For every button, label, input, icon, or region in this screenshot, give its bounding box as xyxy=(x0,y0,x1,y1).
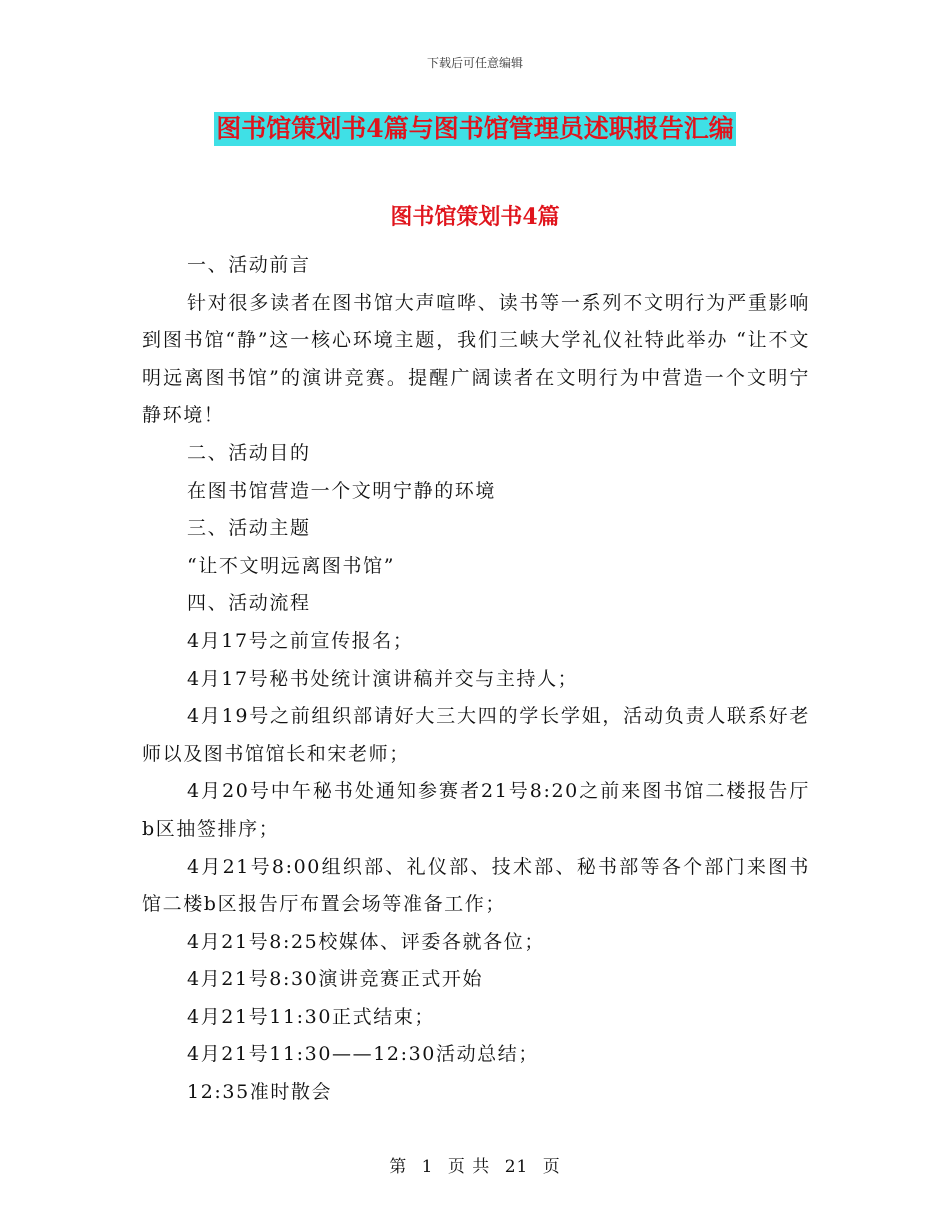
process-item: 4月20号中午秘书处通知参赛者21号8:20之前来图书馆二楼报告厅b区抽签排序； xyxy=(142,780,810,840)
paragraph-purpose-text: 在图书馆营造一个文明宁静的环境 xyxy=(187,479,497,502)
paragraph-preface-text: 针对很多读者在图书馆大声喧哗、读书等一系列不文明行为严重影响到图书馆“静”这一核心环境主题，我们三峡大学礼仪社特此举办 “让不文明远离图书馆”的演讲竞赛。提醒广阔读者在文明行为中营造一个文明宁静环境！ xyxy=(142,291,810,427)
process-item: 4月21号11:30——12:30活动总结； xyxy=(187,1043,539,1066)
process-item: 4月21号8:25校媒体、评委各就各位； xyxy=(187,930,545,953)
document-title-container xyxy=(0,112,950,146)
process-item: 4月17号之前宣传报名； xyxy=(187,629,414,652)
footer-current-page: 1 xyxy=(421,1157,434,1177)
process-item: 4月21号11:30正式结束； xyxy=(187,1005,436,1028)
header-note: 下载后可任意编辑 xyxy=(426,56,523,70)
process-item: 4月21号8:30演讲竞赛正式开始 xyxy=(187,968,484,991)
document-title: 图书馆策划书4篇与图书馆管理员述职报告汇编 xyxy=(214,112,735,146)
page-footer xyxy=(0,1152,950,1177)
paragraph-theme-text: “让不文明远离图书馆” xyxy=(187,554,396,577)
footer-total-pages: 21 xyxy=(504,1157,529,1177)
section-title: 图书馆策划书4篇 xyxy=(390,204,560,230)
process-item: 12:35准时散会 xyxy=(187,1081,333,1104)
process-item: 4月17号秘书处统计演讲稿并交与主持人； xyxy=(187,667,579,690)
footer-middle: 页 共 xyxy=(447,1157,491,1177)
document-body xyxy=(142,247,810,1112)
process-item: 4月21号8:00组织部、礼仪部、技术部、秘书部等各个部门来图书馆二楼b区报告厅布置会场等准备工作； xyxy=(142,855,810,916)
footer-prefix: 第 xyxy=(389,1157,408,1177)
footer-suffix: 页 xyxy=(542,1157,561,1177)
heading-activity-purpose: 二、活动目的 xyxy=(187,441,311,464)
heading-activity-process: 四、活动流程 xyxy=(187,592,311,615)
process-item: 4月19号之前组织部请好大三大四的学长学姐，活动负责人联系好老师以及图书馆馆长和宋老师； xyxy=(142,705,810,765)
heading-activity-preface: 一、活动前言 xyxy=(187,254,311,276)
heading-activity-theme: 三、活动主题 xyxy=(187,517,311,540)
